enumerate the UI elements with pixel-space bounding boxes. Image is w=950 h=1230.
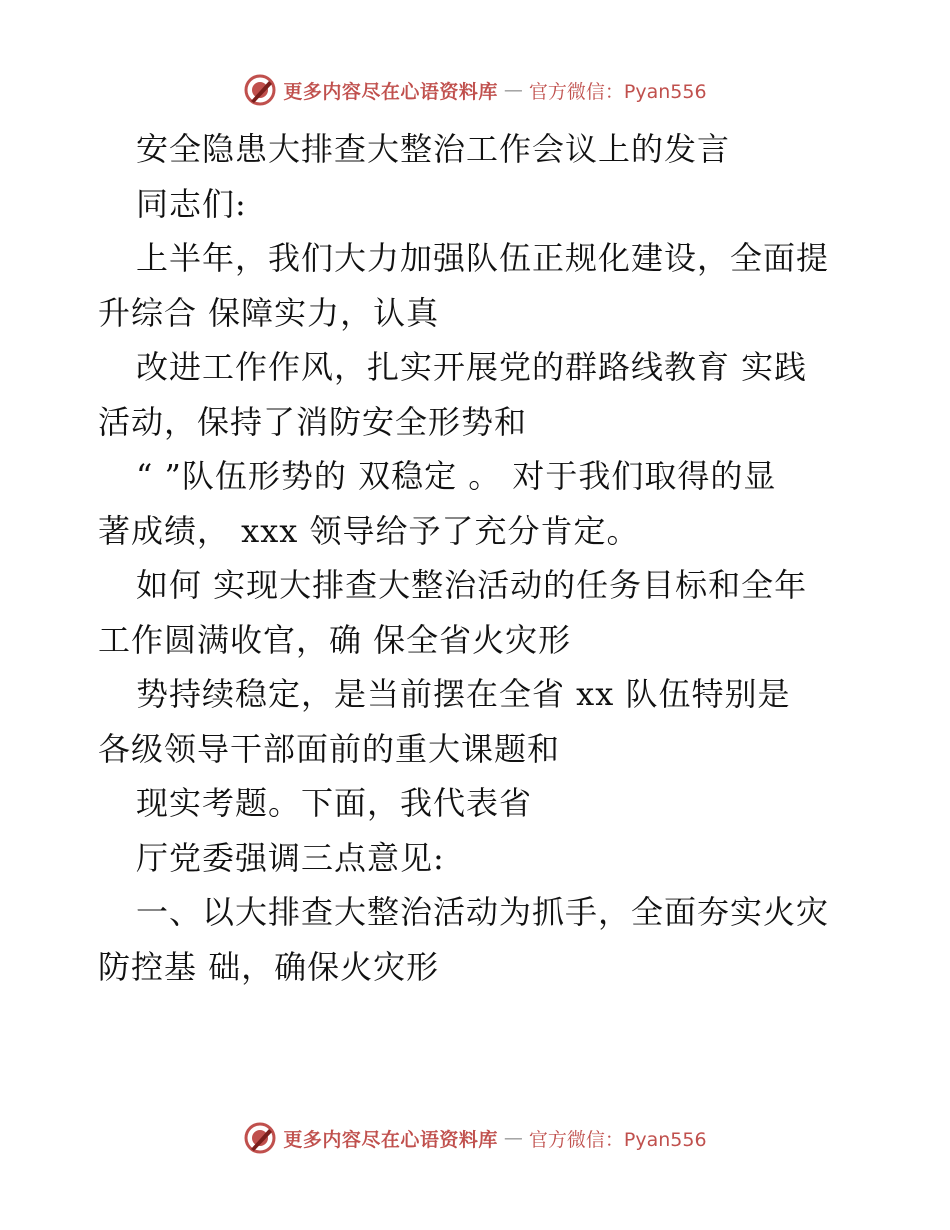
header-banner-wechat: 官方微信：Pyan556 bbox=[528, 80, 707, 103]
document-line: 著成绩， xxx 领导给予了充分肯定。 bbox=[98, 511, 640, 550]
logo-pen-icon bbox=[243, 1121, 277, 1155]
document-line: 势持续稳定，是当前摆在全省 xx 队伍特别是 bbox=[136, 675, 791, 713]
document-line: “ ”队伍形势的 双稳定 。 对于我们取得的显 bbox=[136, 457, 777, 495]
footer-banner-separator: — bbox=[503, 1127, 523, 1149]
header-banner-text: 更多内容尽在心语资料库 bbox=[283, 80, 498, 103]
document-line: 上半年，我们大力加强队伍正规化建设，全面提 bbox=[136, 239, 830, 277]
document-body bbox=[98, 122, 858, 994]
document-line: 一、以大排查大整治活动为抓手，全面夯实火灾 bbox=[136, 893, 830, 931]
document-line: 防控基 础，确保火灾形 bbox=[98, 947, 440, 986]
footer-banner-text: 更多内容尽在心语资料库 bbox=[283, 1128, 498, 1151]
header-banner-separator: — bbox=[503, 79, 523, 101]
footer-banner-wechat: 官方微信：Pyan556 bbox=[528, 1128, 707, 1151]
document-line: 改进工作作风，扎实开展党的群路线教育 实践 bbox=[136, 348, 808, 386]
document-line: 工作圆满收官，确 保全省火灾形 bbox=[98, 620, 572, 659]
document-line: 各级领导干部面前的重大课题和 bbox=[98, 729, 561, 768]
document-line: 如何 实现大排查大整治活动的任务目标和全年 bbox=[136, 566, 808, 604]
logo-pen-icon bbox=[243, 73, 277, 107]
footer-banner bbox=[0, 1118, 950, 1158]
document-line: 现实考题。下面，我代表省 bbox=[136, 784, 533, 822]
document-line: 活动，保持了消防安全形势和 bbox=[98, 402, 528, 441]
document-line: 升综合 保障实力，认真 bbox=[98, 293, 440, 332]
document-title: 安全隐患大排查大整治工作会议上的发言 bbox=[136, 130, 731, 168]
document-line: 厅党委强调三点意见: bbox=[136, 838, 445, 877]
document-paragraphs bbox=[98, 177, 858, 995]
header-banner bbox=[0, 70, 950, 110]
document-line: 同志们: bbox=[136, 184, 247, 223]
